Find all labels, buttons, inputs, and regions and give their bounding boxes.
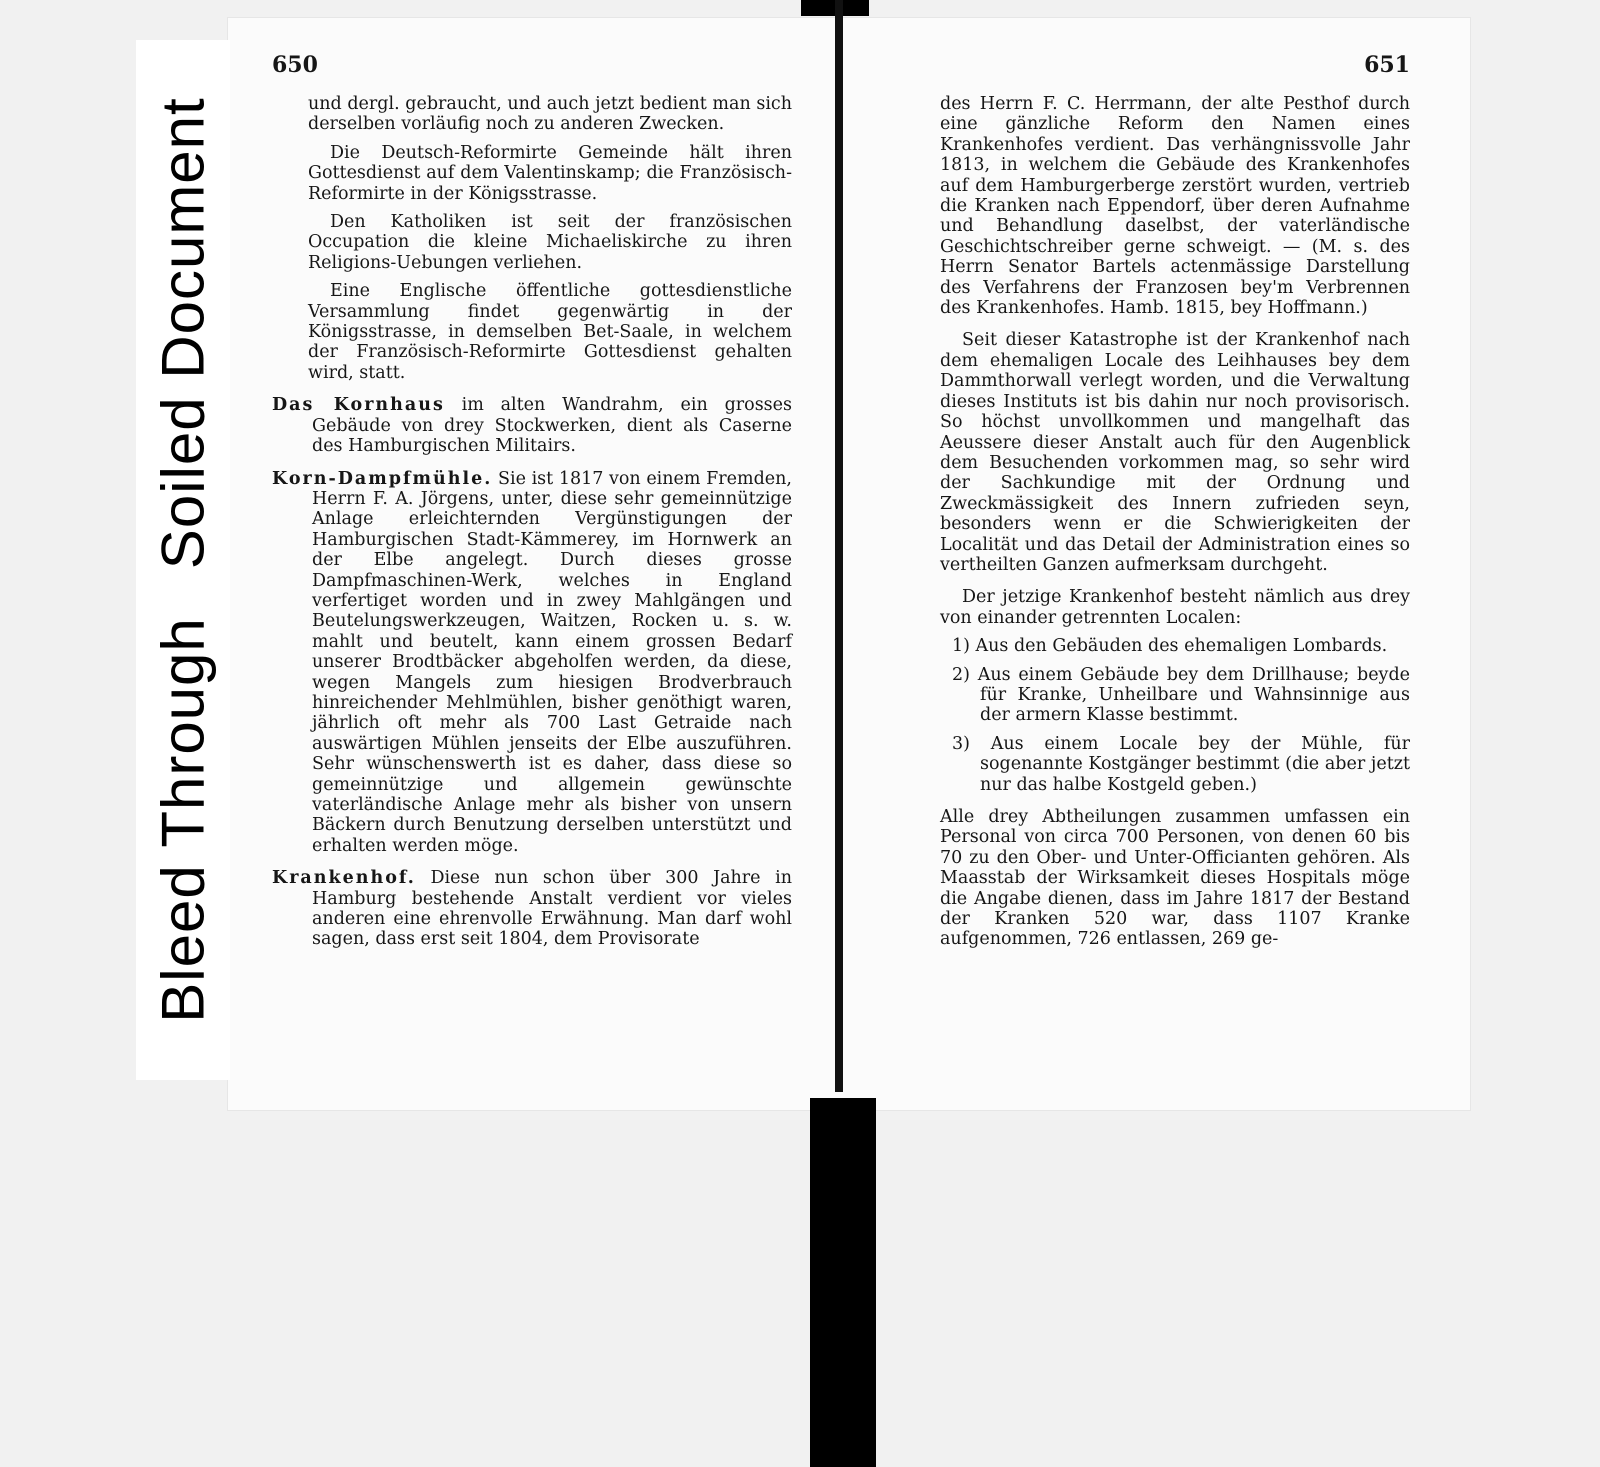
page-number-right: 651 <box>1364 52 1410 78</box>
paragraph: Eine Englische öffentliche gottesdienstliche Versammlung findet gegenwärtig in der Königsstrasse, in demselben Bet-Saale, in welchem der Französisch-Reformirte Gottesdienst gehalten wird, statt. <box>308 281 792 383</box>
label-bleed-through: Bleed Through <box>149 617 217 1023</box>
paragraph: Seit dieser Katastrophe ist der Krankenhof nach dem ehemaligen Locale des Leihhauses bey dem Dammthorwall verlegt worden, und die Verwaltung dieses Instituts ist bis dahin nur noch provisorisch. So höchst unvollkommen und mangelhaft das Aeussere dieser Anstalt auch für den Augenblick dem Besuchenden vorkommen mag, so sehr wird der Sachkundige mit der Ordnung und Zweckmässigkeit des Innern zufrieden seyn, besonders wenn er die Schwierigkeiten der Localität und das Detail der Administration eines so vertheilten Ganzen aufmerksam durchgeht. <box>940 330 1410 575</box>
right-page <box>940 52 1410 962</box>
page-number-left: 650 <box>272 52 318 78</box>
left-page-entries <box>272 395 792 950</box>
entry-lemma: Krankenhof. <box>272 868 416 889</box>
label-soiled-document: Soiled Document <box>149 97 217 570</box>
entry-lemma: Korn-Dampfmühle. <box>272 468 493 489</box>
entry-text: Diese nun schon über 300 Jahre in Hamburg bestehende Anstalt verdient vor vieles anderen eine ehrenvolle Erwähnung. Man darf wohl sagen, dass erst seit 1804, dem Provisorate <box>312 868 792 950</box>
entry-krankenhof <box>272 868 792 950</box>
entry-text: Sie ist 1817 von einem Fremden, Herrn F. A. Jörgens, unter, diese sehr gemeinnützige Anlage erleichternden Vergünstigungen der Hamburgischen Stadt-Kämmerey, im Hornwerk an der Elbe angelegt. Durch dieses grosse Dampfmaschinen-Werk, welches in England verfertiget worden und in zwey Mahlgängen und Beutelungswerkzeugen, Waitzen, Rocken u. s. w. mahlt und beutelt, kann einem grossen Bedarf unserer Brodtbäcker abgeholfen werden, da diese, wegen Mangels zum hiesigen Brodverbrauch hinreichender Mehlmühlen, bisher genöthigt waren, jährlich oft mehr als 700 Last Getraide nach auswärtigen Mühlen jenseits der Elbe auszuführen. Sehr wünschenswerth ist es daher, dass diese so gemeinnützige und allgemein gewünschte vaterländische Anlage mehr als bisher von unsern Bäckern durch Benutzung derselben unterstützt und erhalten werden möge. <box>312 468 792 856</box>
left-page-body <box>272 94 792 383</box>
paragraph: Der jetzige Krankenhof besteht nämlich aus drey von einander getrennten Localen: <box>940 587 1410 628</box>
list-item: 3) Aus einem Locale bey der Mühle, für sogenannte Kostgänger bestimmt (die aber jetzt nur das halbe Kostgeld geben.) <box>952 733 1410 795</box>
right-page-body <box>940 94 1410 950</box>
degradation-label <box>136 40 230 1080</box>
entry-korn-dampfmuehle <box>272 469 792 857</box>
left-page <box>272 52 792 962</box>
list-item: 1) Aus den Gebäuden des ehemaligen Lombards. <box>952 636 1388 657</box>
book-gutter <box>835 0 843 1092</box>
paragraph: Den Katholiken ist seit der französischen Occupation die kleine Michaeliskirche zu ihren Religions-Uebungen verliehen. <box>308 212 792 273</box>
list-item: 2) Aus einem Gebäude bey dem Drillhause; beyde für Kranke, Unheilbare und Wahnsinnige aus der armern Klasse bestimmt. <box>952 664 1410 726</box>
label-text <box>149 97 218 1022</box>
paragraph: Die Deutsch-Reformirte Gemeinde hält ihren Gottesdienst auf dem Valentinskamp; die Französisch-Reformirte in der Königsstrasse. <box>308 142 792 204</box>
paragraph: Alle drey Abtheilungen zusammen umfassen ein Personal von circa 700 Personen, von denen 60 bis 70 zu den Ober- und Unter-Officianten gehören. Als Maasstab der Wirksamkeit dieses Hospitals möge die Angabe dienen, dass im Jahre 1817 der Bestand der Kranken 520 war, dass 1107 Kranke aufgenommen, 726 entlassen, 269 ge- <box>940 807 1410 950</box>
entry-kornhaus <box>272 395 792 456</box>
paragraph: des Herrn F. C. Herrmann, der alte Pesthof durch eine gänzliche Reform den Namen eines Krankenhofes verdient. Das verhängnissvolle Jahr 1813, in welchem die Gebäude des Krankenhofes auf dem Hamburgerberge zerstört wurden, vertrieb die Kranken nach Eppendorf, über deren Aufnahme und Behandlung daselbst, der vaterländische Geschichtschreiber gerne schweigt. — (M. s. des Herrn Senator Bartels actenmässige Darstellung des Verfahrens der Franzosen bey'm Verbrennen des Krankenhofes. Hamb. 1815, bey Hoffmann.) <box>940 94 1410 319</box>
bottom-binding-mark <box>810 1098 876 1467</box>
entry-text: im alten Wandrahm, ein grosses Gebäude von drey Stockwerken, dient als Caserne des Hamburgischen Militairs. <box>312 395 792 457</box>
paragraph: und dergl. gebraucht, und auch jetzt bedient man sich derselben vorläufig noch zu anderen Zwecken. <box>308 94 792 135</box>
entry-lemma: Das Kornhaus <box>272 395 445 416</box>
